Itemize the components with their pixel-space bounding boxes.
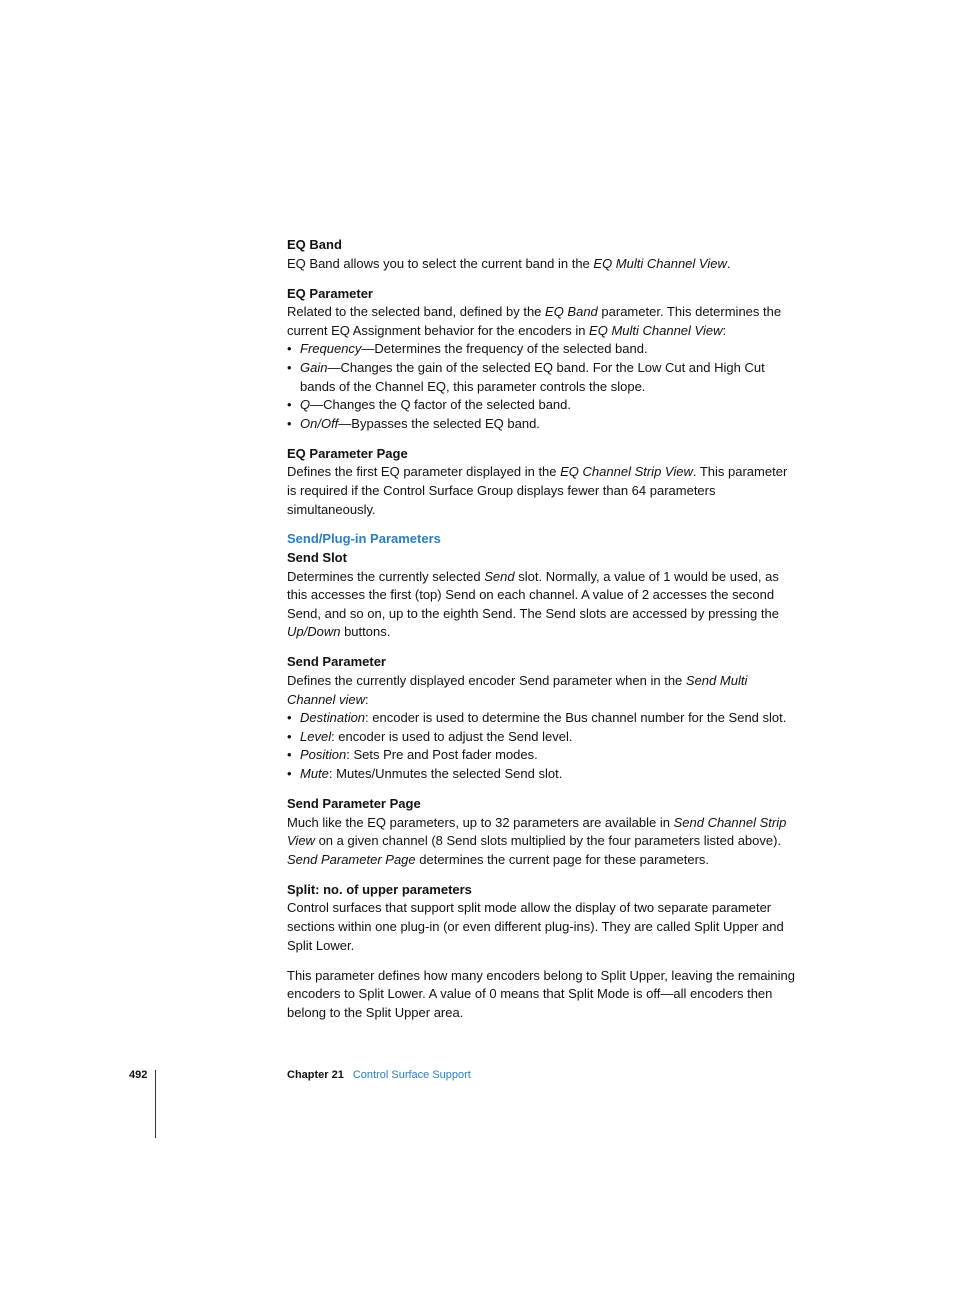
list-item: • Destination: encoder is used to determine the Bus channel number for the Send slot. [287,710,787,726]
list-item: • Q—Changes the Q factor of the selected band. [287,397,572,413]
send-parameter-page-heading: Send Parameter Page [287,795,421,811]
split-paragraph-2: This parameter defines how many encoders belong to Split Upper, leaving the remaining encoders to Split Lower. A value of 0 means that Split Mode is off—all encoders then belong to the Split Upper area. [287,967,796,1020]
page-content [287,236,799,1034]
split-heading: Split: no. of upper parameters [287,881,472,897]
chapter-title-link[interactable]: Control Surface Support [352,1069,471,1081]
send-parameter-page-paragraph: Much like the EQ parameters, up to 32 parameters are available in Send Channel Strip View on a given channel (8 Send slots multiplied by the four parameters listed above). Send Parameter Page determines the current page for these parameters. [287,814,787,867]
eq-parameter-paragraph: Related to the selected band, defined by the EQ Band parameter. This determines the current EQ Assignment behavior for the encoders in EQ Multi Channel View: [287,304,782,338]
split-section-2 [287,967,799,1023]
footer-chapter [287,1069,471,1081]
list-item: • Level: encoder is used to adjust the Send level. [287,728,573,744]
chapter-label: Chapter 21 [287,1069,344,1081]
eq-band-paragraph: EQ Band allows you to select the current band in the EQ Multi Channel View. [287,255,731,271]
eq-band-heading: EQ Band [287,237,342,252]
send-parameter-list [287,709,799,783]
footer-divider [155,1070,156,1138]
send-slot-section [287,549,799,642]
list-item: • Frequency—Determines the frequency of the selected band. [287,341,648,357]
split-section [287,881,799,955]
eq-parameter-list [287,340,799,433]
eq-parameter-page-section [287,445,799,519]
eq-parameter-page-paragraph: Defines the first EQ parameter displayed in the EQ Channel Strip View. This parameter is required if the Control Surface Group displays fewer than 64 parameters simultaneously. [287,464,788,517]
list-item: • Mute: Mutes/Unmutes the selected Send slot. [287,766,563,781]
split-paragraph-1: Control surfaces that support split mode allow the display of two separate parameter sections within one plug-in (or even different plug-ins). They are called Split Upper and Split Lower. [287,900,784,953]
eq-parameter-heading: EQ Parameter [287,285,373,301]
eq-parameter-section [287,285,799,434]
send-parameter-section [287,653,799,783]
send-parameter-heading: Send Parameter [287,654,386,670]
list-item: • On/Off—Bypasses the selected EQ band. [287,415,540,431]
list-item: • Position: Sets Pre and Post fader modes. [287,747,538,763]
list-item: • Gain—Changes the gain of the selected EQ band. For the Low Cut and High Cut bands of the Channel EQ, this parameter controls the slope. [287,359,765,394]
send-slot-paragraph: Determines the currently selected Send slot. Normally, a value of 1 would be used, as this accesses the first (top) Send on each channel. A value of 2 accesses the second Send, and so on, up to the eighth Send. The Send slots are accessed by pressing the Up/Down buttons. [287,568,779,640]
send-slot-heading: Send Slot [287,550,347,566]
eq-band-section [287,236,799,273]
eq-parameter-page-heading: EQ Parameter Page [287,445,408,461]
section-title: Send/Plug-in Parameters [287,531,441,547]
page-number: 492 [129,1069,148,1081]
send-parameter-page-section [287,795,799,869]
send-parameter-paragraph: Defines the currently displayed encoder Send parameter when in the Send Multi Channel view: [287,673,748,707]
